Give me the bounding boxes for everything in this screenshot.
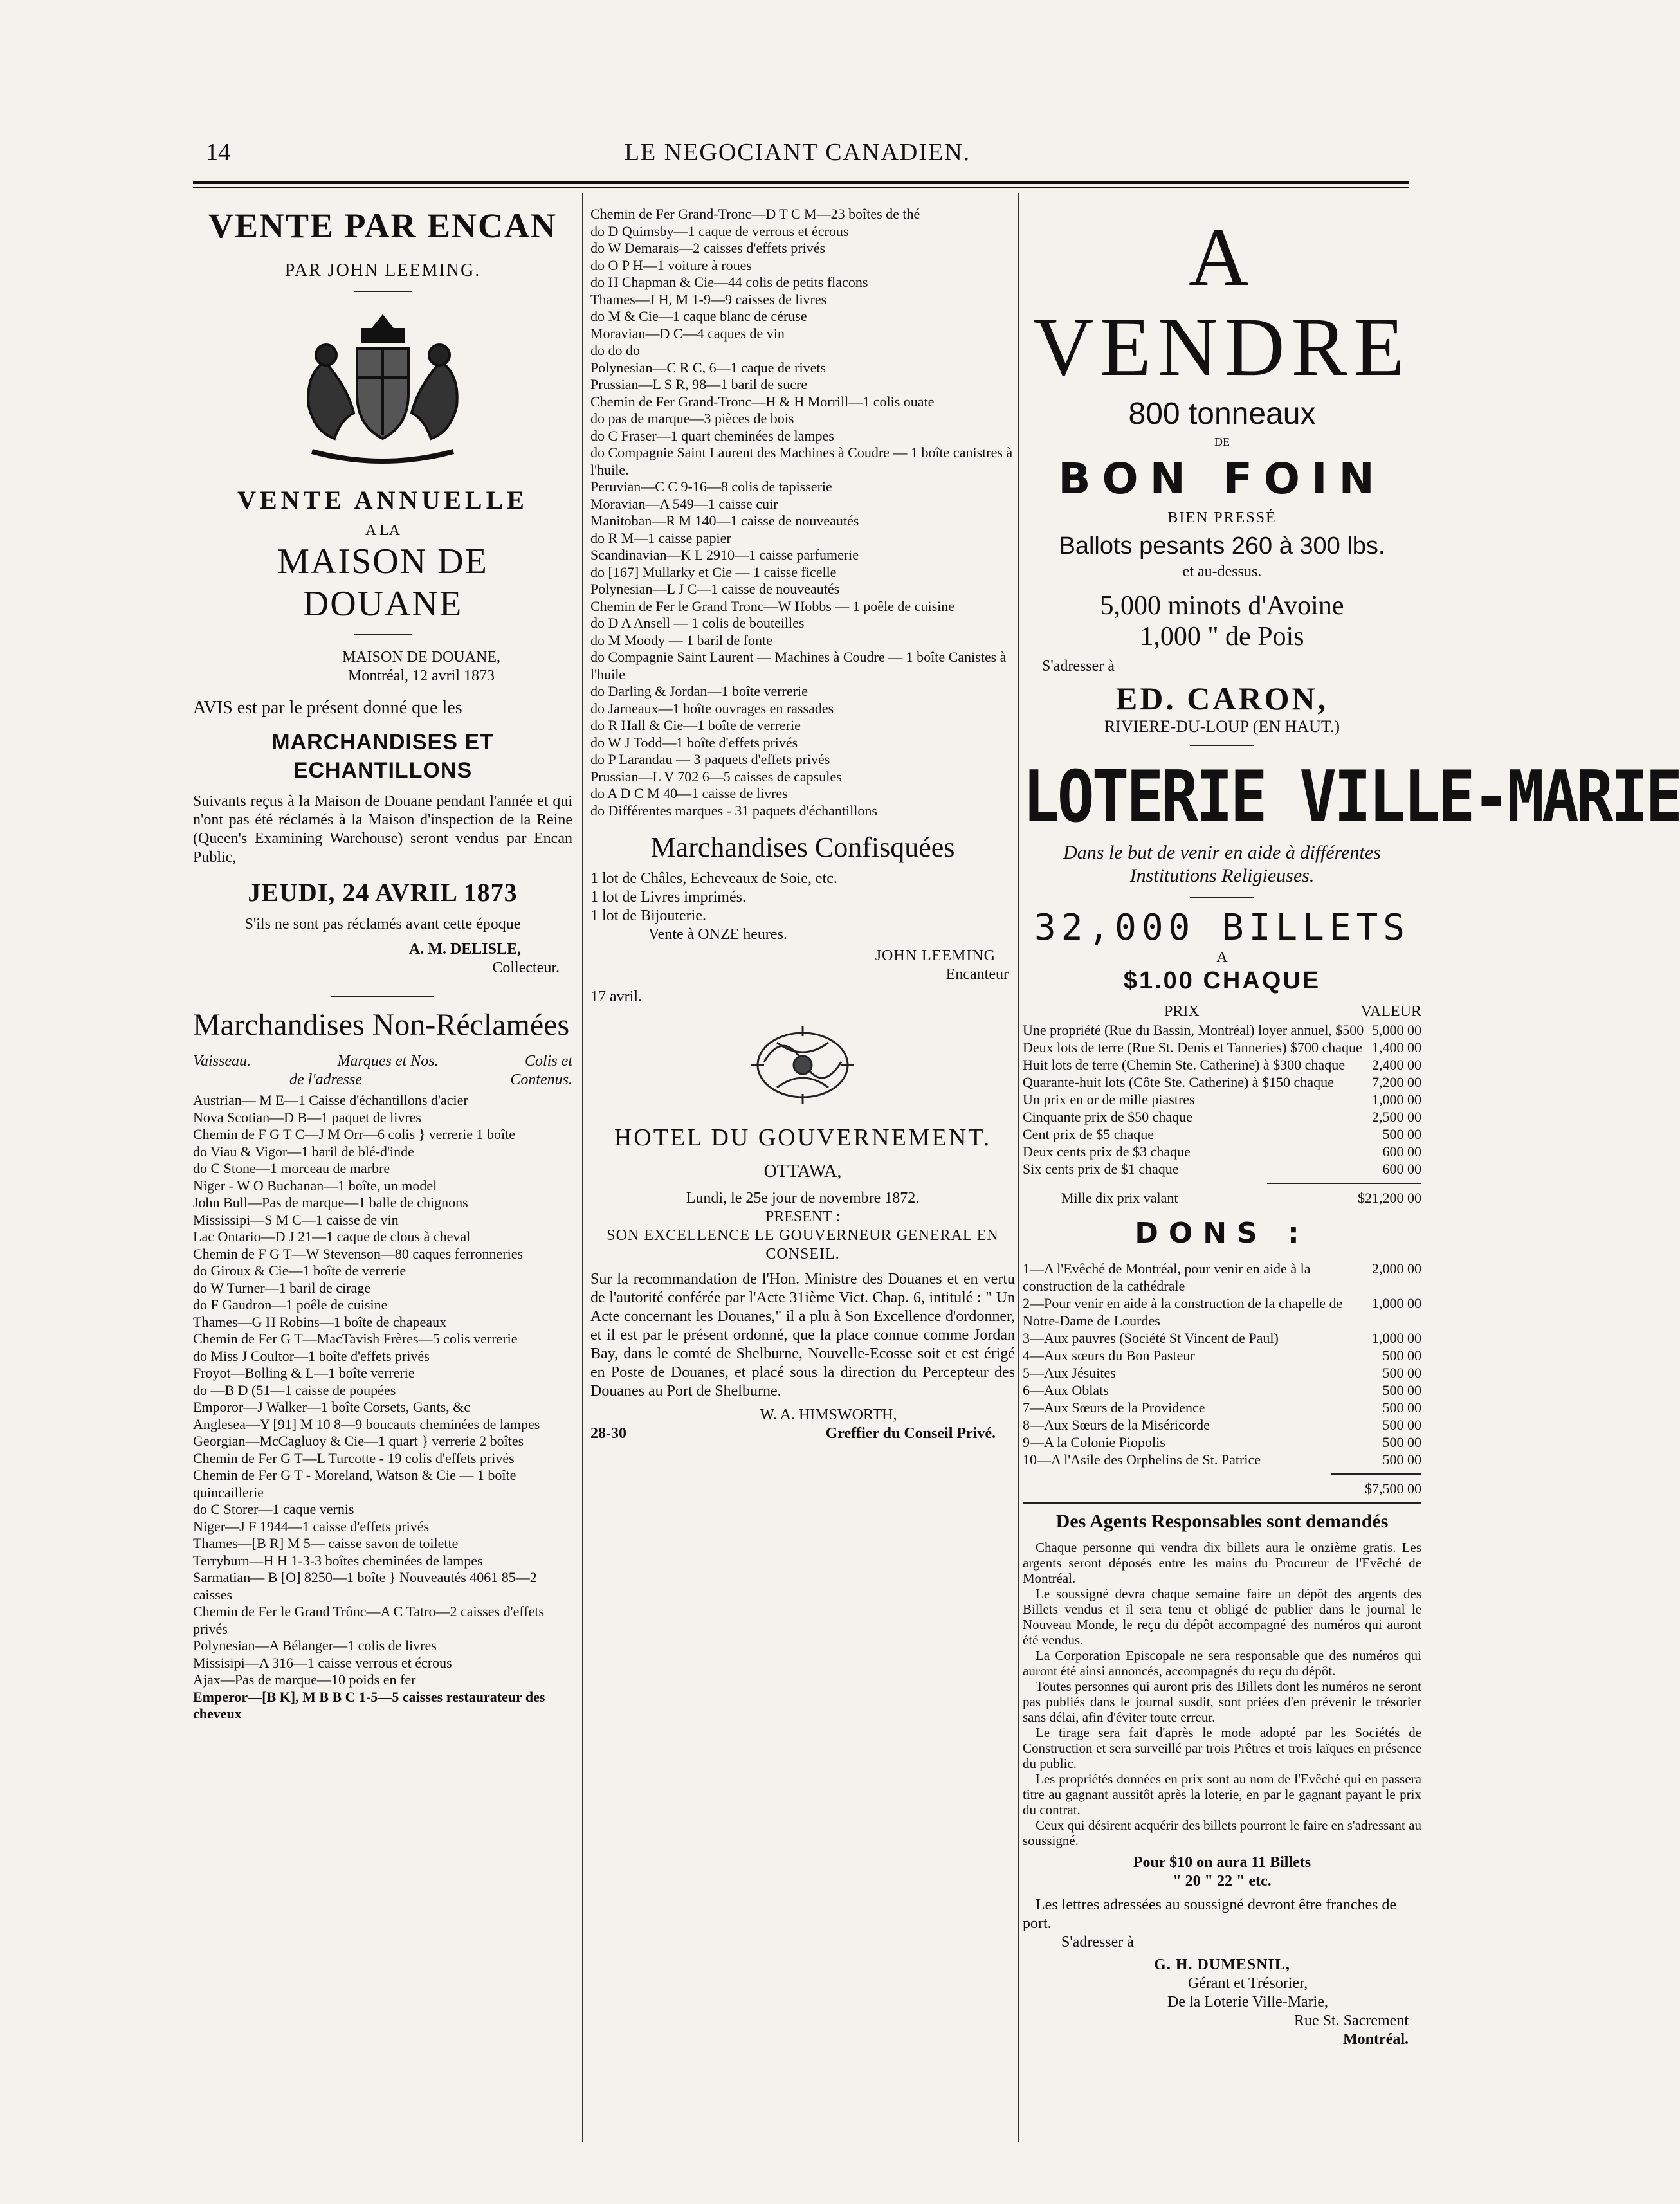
- don-value: 500 00: [1382, 1417, 1421, 1433]
- reference-number: 28-30: [590, 1425, 626, 1442]
- column-auction: [193, 206, 572, 2161]
- prize-row: [1023, 1108, 1421, 1125]
- sadresser-text: S'adresser à: [1042, 658, 1115, 675]
- auction-byline: PAR JOHN LEEMING.: [284, 260, 481, 280]
- column-divider-2: [1018, 193, 1019, 2142]
- list-item: Missisipi—A 316—1 caisse verrous et écrous: [193, 1654, 452, 1671]
- list-item: 1 lot de Livres imprimés.: [590, 889, 746, 906]
- don-label: 8—Aux Sœurs de la Miséricorde: [1023, 1417, 1210, 1433]
- don-row: [1023, 1434, 1421, 1451]
- list-item: Froyot—Bolling & L—1 boîte verrerie: [193, 1365, 415, 1381]
- list-item: do C Fraser—1 quart cheminées de lampes: [590, 427, 834, 444]
- list-item: do Compagnie Saint Laurent des Machines à Coudre — 1 boîte canistres à l'huile.: [590, 444, 1013, 478]
- paragraph: La Corporation Episcopale ne sera responsable que des numéros qui auront été ainsi annoncés, accompagnés du reçu du dépôt.: [1023, 1648, 1421, 1679]
- confisquees-heading: Marchandises Confisquées: [650, 832, 955, 863]
- divider: [354, 291, 412, 292]
- prize-label: Cinquante prix de $50 chaque: [1023, 1109, 1192, 1125]
- don-value: 2,000 00: [1372, 1261, 1421, 1277]
- prize-label: Huit lots de terre (Chemin Ste. Catherine) à $300 chaque: [1023, 1057, 1345, 1073]
- prize-row: [1023, 1160, 1421, 1178]
- dons-total-row: [1023, 1480, 1421, 1497]
- prize-row: [1023, 1056, 1421, 1073]
- prize-value: 2,400 00: [1372, 1057, 1421, 1073]
- divider: [1190, 897, 1254, 898]
- list-item: do D Quimsby—1 caque de verrous et écrous: [590, 223, 849, 239]
- prize-row: [1023, 1039, 1421, 1056]
- monday-date: Lundi, le 25e jour de novembre 1872.: [686, 1190, 920, 1207]
- paragraph: Le tirage sera fait d'après le mode adopté par les Sociétés de Construction et sera surveillé par trois Prêtres et trois laïques en présence du public.: [1023, 1725, 1421, 1771]
- list-item: Chemin de Fer G T—L Turcotte - 19 colis d'effets privés: [193, 1450, 515, 1466]
- list-item: Lac Ontario—D J 21—1 caque de clous à cheval: [193, 1228, 471, 1244]
- list-item: do Jarneaux—1 boîte ouvrages en rassades: [590, 700, 834, 716]
- list-item: 1 lot de Bijouterie.: [590, 907, 706, 924]
- sale-time: Vente à ONZE heures.: [648, 926, 787, 943]
- dumesnil-city: Montréal.: [1343, 2031, 1409, 2048]
- prize-row: [1023, 1125, 1421, 1143]
- header-rule: [193, 181, 1409, 184]
- present-label: PRESENT :: [765, 1208, 841, 1225]
- list-item: do D A Ansell — 1 colis de bouteilles: [590, 615, 805, 631]
- ottawa-text: OTTAWA,: [763, 1161, 842, 1181]
- price-each: $1.00 CHAQUE: [1123, 967, 1321, 994]
- list-item: do M Moody — 1 baril de fonte: [590, 632, 772, 648]
- paragraph: Chaque personne qui vendra dix billets aura le onzième gratis. Les argents seront déposés entre les mains du Procureur de l'Evêché de Montréal.: [1023, 1540, 1421, 1586]
- list-item: Chemin de Fer Grand-Tronc—H & H Morrill—1 colis ouate: [590, 393, 935, 410]
- don-row: [1023, 1295, 1421, 1329]
- list-item: Thames—[B R] M 5— caisse savon de toilette: [193, 1535, 459, 1551]
- ballots-text: Ballots pesants 260 à 300 lbs.: [1059, 533, 1385, 560]
- list-item: Chemin de Fer le Grand Trônc—A C Tatro—2 caisses d'effets privés: [193, 1603, 545, 1637]
- list-item: do Différentes marques - 31 paquets d'échantillons: [590, 802, 877, 819]
- auctioneer-name: JOHN LEEMING: [875, 947, 996, 964]
- list-item: do P Larandau — 3 paquets d'effets privés: [590, 751, 830, 767]
- auction-body: Suivants reçus à la Maison de Douane pendant l'année et qui n'ont pas été réclamés à la Maison d'inspection de la Reine (Queen's Examining Warehouse) seront vendus par Encan Public,: [193, 793, 572, 866]
- sadresser-2: S'adresser à: [1061, 1934, 1134, 1951]
- marchandises-heading: MARCHANDISES ET ECHANTILLONS: [271, 730, 494, 783]
- dateline-place: MAISON DE DOUANE,: [342, 649, 500, 666]
- paragraph: Le soussigné devra chaque semaine faire un dépôt des argents des Billets vendus et il sera tenu et obligé de publier dans le journal le Nouveau Monde, le reçu du dépôt accompagné des numéros qui auront été vendus.: [1023, 1586, 1421, 1648]
- list-item: do C Stone—1 morceau de marbre: [193, 1160, 390, 1176]
- list-item: John Bull—Pas de marque—1 balle de chignons: [193, 1194, 468, 1210]
- prize-value: 600 00: [1382, 1161, 1421, 1177]
- list-item: 1 lot de Châles, Echeveaux de Soie, etc.: [590, 870, 837, 887]
- paragraph: Les propriétés données en prix sont au nom de l'Evêché qui en passera titre au gagnant aussitôt après la loterie, en par le gagnant payant le prix du contrat.: [1023, 1771, 1421, 1817]
- prize-row: [1023, 1073, 1421, 1091]
- don-value: 500 00: [1382, 1399, 1421, 1416]
- don-row: [1023, 1364, 1421, 1381]
- prize-total-label: Mille dix prix valant: [1061, 1190, 1178, 1206]
- reclaim-note: S'ils ne sont pas réclamés avant cette époque: [244, 916, 521, 933]
- prize-total-value: $21,200 00: [1358, 1190, 1421, 1206]
- prize-row: [1023, 1091, 1421, 1108]
- list-item: Mississipi—S M C—1 caisse de vin: [193, 1211, 399, 1228]
- customs-list: [590, 206, 1015, 819]
- masthead-title: LE NEGOCIANT CANADIEN.: [624, 139, 971, 166]
- don-label: 2—Pour venir en aide à la construction de la chapelle de Notre-Dame de Lourdes: [1023, 1295, 1343, 1329]
- dons-heading: DONS :: [1135, 1217, 1310, 1250]
- list-item: Emperor—[B K], M B B C 1-5—5 caisses restaurateur des cheveux: [193, 1688, 545, 1722]
- list-item: Anglesea—Y [91] M 10 8—9 boucauts cheminées de lampes: [193, 1416, 540, 1432]
- list-item: do W Turner—1 baril de cirage: [193, 1279, 370, 1296]
- prize-label: Deux lots de terre (Rue St. Denis et Tanneries) $700 chaque: [1023, 1039, 1362, 1055]
- list-item: do O P H—1 voiture à roues: [590, 257, 752, 273]
- list-item: do H Chapman & Cie—44 colis de petits flacons: [590, 274, 868, 290]
- auction-heading: VENTE PAR ENCAN: [208, 206, 558, 245]
- order-body: Sur la recommandation de l'Hon. Ministre des Douanes et en vertu de l'autorité conférée par l'Acte 31ième Vict. Chap. 6, intitulé : " Un Acte concernant les Douanes," il a plu à Son Excellence d'ordonner, et il est par le présent ordonné, que la place connue comme Jordan Bay, dans le comté de Shelburne, Nouvelle-Ecosse soit et est érigé en Poste de Douanes, et placé sous la direction du Percepteur des Douanes au Port de Shelburne.: [590, 1271, 1015, 1399]
- prize-total-row: [1023, 1189, 1421, 1207]
- himsworth-title: Greffier du Conseil Privé.: [825, 1425, 996, 1442]
- don-row: [1023, 1451, 1421, 1468]
- presse-text: BIEN PRESSÉ: [1167, 509, 1277, 526]
- divider: [1190, 745, 1254, 746]
- notice-date: 17 avril.: [590, 988, 642, 1005]
- list-item: do —B D (51—1 caisse de poupées: [193, 1381, 396, 1398]
- don-row: [1023, 1347, 1421, 1364]
- list-item: do W Demarais—2 caisses d'effets privés: [590, 240, 826, 256]
- prize-value: 1,400 00: [1372, 1039, 1421, 1055]
- sum-rule: [1267, 1183, 1421, 1184]
- prize-value: 7,200 00: [1372, 1074, 1421, 1090]
- audessus-text: et au-dessus.: [1182, 563, 1262, 580]
- list-item: do Giroux & Cie—1 boîte de verrerie: [193, 1262, 406, 1279]
- list-item: Chemin de Fer G T - Moreland, Watson & Cie — 1 boîte quincaillerie: [193, 1467, 516, 1500]
- list-item: do Darling & Jordan—1 boîte verrerie: [590, 683, 808, 699]
- header-rule-thin: [193, 187, 1409, 188]
- don-label: 4—Aux sœurs du Bon Pasteur: [1023, 1347, 1195, 1363]
- tonneaux-text: 800 tonneaux: [1128, 397, 1316, 431]
- don-value: 1,000 00: [1372, 1330, 1421, 1346]
- prize-value: 500 00: [1382, 1126, 1421, 1142]
- list-item: Chemin de Fer Grand-Tronc—D T C M—23 boîtes de thé: [590, 206, 920, 222]
- divider: [354, 634, 412, 635]
- list-item: do do do: [590, 342, 640, 358]
- dateline-date: Montréal, 12 avril 1873: [348, 668, 495, 684]
- collector-name: A. M. DELISLE,: [408, 941, 521, 958]
- auctioneer-title: Encanteur: [945, 966, 1009, 983]
- don-row: [1023, 1260, 1421, 1295]
- list-item: Polynesian—A Bélanger—1 colis de livres: [193, 1637, 437, 1653]
- list-item: Prussian—L S R, 98—1 baril de sucre: [590, 376, 808, 392]
- pois-text: 1,000 " de Pois: [1140, 622, 1304, 651]
- bulk-offer-2: " 20 " 22 " etc.: [1173, 1873, 1272, 1890]
- prize-value: 5,000 00: [1372, 1022, 1421, 1038]
- header-vaisseau: Vaisseau.: [193, 1053, 251, 1070]
- don-value: 500 00: [1382, 1347, 1421, 1363]
- avoine-text: 5,000 minots d'Avoine: [1100, 591, 1344, 621]
- header-marques: Marques et Nos.: [337, 1053, 439, 1070]
- hotel-heading: HOTEL DU GOUVERNEMENT.: [614, 1124, 992, 1151]
- dumesnil-street: Rue St. Sacrement: [1294, 2012, 1409, 2029]
- list-item: Peruvian—C C 9-16—8 colis de tapisserie: [590, 478, 832, 495]
- list-item: Manitoban—R M 140—1 caisse de nouveautés: [590, 513, 859, 529]
- paragraph: Ceux qui désirent acquérir des billets pourront le faire en s'adressant au soussigné.: [1023, 1817, 1421, 1848]
- list-item: do Miss J Coultor—1 boîte d'effets privés: [193, 1347, 430, 1364]
- list-item: Chemin de Fer G T—MacTavish Frères—5 colis verrerie: [193, 1331, 518, 1347]
- don-value: 500 00: [1382, 1434, 1421, 1450]
- himsworth-name: W. A. HIMSWORTH,: [760, 1407, 897, 1423]
- maison-heading: MAISON DE DOUANE: [277, 542, 488, 624]
- divider: [1023, 1502, 1421, 1504]
- list-item: do F Gaudron—1 poêle de cuisine: [193, 1297, 388, 1313]
- sum-rule: [1331, 1473, 1421, 1475]
- don-label: 6—Aux Oblats: [1023, 1382, 1109, 1398]
- table-header-2: [193, 1071, 572, 1089]
- don-row: [1023, 1329, 1421, 1347]
- list-item: do M & Cie—1 caque blanc de céruse: [590, 308, 807, 324]
- prix-label: PRIX: [1164, 1003, 1200, 1020]
- prize-value: 1,000 00: [1372, 1091, 1421, 1107]
- a-text: A: [1216, 949, 1228, 966]
- list-item: do Compagnie Saint Laurent — Machines à Coudre — 1 boîte Canistes à l'huile: [590, 649, 1007, 682]
- list-item: do pas de marque—3 pièces de bois: [590, 410, 794, 426]
- header-contenus: Contenus.: [510, 1071, 572, 1088]
- non-reclamees-heading: Marchandises Non-Réclamées: [193, 1008, 570, 1042]
- prize-row: [1023, 1021, 1421, 1039]
- list-item: Terryburn—H H 1-3-3 boîtes cheminées de lampes: [193, 1552, 483, 1569]
- list-item: Emporor—J Walker—1 boîte Corsets, Gants, &c: [193, 1399, 471, 1415]
- column-customs: [590, 206, 1015, 2161]
- bulk-offer-1: Pour $10 on aura 11 Billets: [1133, 1854, 1311, 1871]
- don-label: 9—A la Colonie Piopolis: [1023, 1434, 1165, 1450]
- column-divider-1: [582, 193, 583, 2142]
- don-label: 3—Aux pauvres (Société St Vincent de Paul): [1023, 1330, 1279, 1346]
- prize-label: Une propriété (Rue du Bassin, Montréal) loyer annuel, $500: [1023, 1022, 1364, 1038]
- list-item: do R M—1 caisse papier: [590, 529, 731, 546]
- unclaimed-list: [193, 1092, 572, 1723]
- prize-label: Deux cents prix de $3 chaque: [1023, 1143, 1191, 1160]
- caron-name: ED. CARON,: [1115, 680, 1329, 716]
- list-item: do A D C M 40—1 caisse de livres: [590, 785, 788, 801]
- list-item: Georgian—McCagluoy & Cie—1 quart } verrerie 2 boîtes: [193, 1433, 524, 1449]
- list-item: Polynesian—C R C, 6—1 caque de rivets: [590, 359, 826, 376]
- dumesnil-name: G. H. DUMESNIL,: [1154, 1956, 1290, 1973]
- table-header: [193, 1052, 572, 1071]
- riviere-text: RIVIERE-DU-LOUP (EN HAUT.): [1104, 717, 1340, 736]
- page-header: [193, 138, 1402, 170]
- column-ads: [1023, 206, 1680, 2161]
- header-colis: Colis et: [524, 1053, 572, 1070]
- list-item: Ajax—Pas de marque—10 poids en fer: [193, 1671, 416, 1688]
- list-item: do Viau & Vigor—1 baril de blé-d'inde: [193, 1143, 414, 1160]
- list-item: Sarmatian— B [O] 8250—1 boîte } Nouveautés 4061 85—2 caisses: [193, 1569, 537, 1603]
- valeur-label: VALEUR: [1360, 1003, 1421, 1020]
- dumesnil-role: Gérant et Trésorier,: [1187, 1975, 1308, 1992]
- dumesnil-org: De la Loterie Ville-Marie,: [1167, 1994, 1328, 2010]
- list-item: Niger - W O Buchanan—1 boîte, un model: [193, 1177, 437, 1194]
- list-item: do W J Todd—1 boîte d'effets privés: [590, 734, 798, 751]
- don-label: 1—A l'Evêché de Montréal, pour venir en aide à la construction de la cathédrale: [1023, 1261, 1311, 1294]
- paragraph: Toutes personnes qui auront pris des Billets dont les numéros ne seront pas publiés dans le journal susdit, sont priées d'en prévenir le trésorier sans délai, afin d'éviter toute erreur.: [1023, 1679, 1421, 1725]
- don-row: [1023, 1416, 1421, 1434]
- avis-text: AVIS est par le présent donné que les: [193, 698, 462, 718]
- a-vendre-heading: A VENDRE: [1033, 211, 1411, 394]
- lottery-purpose: Dans le but de venir en aide à différentes Institutions Religieuses.: [1063, 842, 1381, 886]
- loterie-heading: LOTERIE VILLE-MARIE: [1023, 755, 1680, 839]
- list-item: Thames—J H, M 1-9—9 caisses de livres: [590, 291, 827, 307]
- list-item: Nova Scotian—D B—1 paquet de livres: [193, 1109, 421, 1125]
- list-item: Austrian— M E—1 Caisse d'échantillons d'acier: [193, 1092, 468, 1108]
- list-item: do C Storer—1 caque vernis: [193, 1501, 354, 1517]
- prize-row: [1023, 1143, 1421, 1160]
- divider: [331, 996, 434, 997]
- don-label: 5—Aux Jésuites: [1023, 1365, 1116, 1381]
- vente-annuelle-heading: VENTE ANNUELLE: [237, 486, 528, 515]
- don-value: 1,000 00: [1372, 1295, 1421, 1311]
- don-row: [1023, 1399, 1421, 1416]
- agents-body: [1023, 1540, 1421, 1848]
- don-label: 10—A l'Asile des Orphelins de St. Patrice: [1023, 1452, 1261, 1468]
- billets-heading: 32,000 BILLETS: [1034, 907, 1410, 949]
- signature-row: [590, 1425, 1015, 1443]
- prize-value: 2,500 00: [1372, 1109, 1421, 1125]
- don-label: 7—Aux Sœurs de la Providence: [1023, 1399, 1205, 1416]
- bon-foin-heading: BON FOIN: [1058, 454, 1386, 504]
- prize-label: Un prix en or de mille piastres: [1023, 1091, 1195, 1107]
- list-item: Prussian—L V 702 6—5 caisses de capsules: [590, 768, 842, 785]
- don-value: 500 00: [1382, 1365, 1421, 1381]
- de-text: DE: [1214, 435, 1230, 448]
- collector-title: Collecteur.: [492, 960, 560, 976]
- prize-label: Six cents prix de $1 chaque: [1023, 1161, 1179, 1177]
- header-adresse: de l'adresse: [289, 1071, 362, 1088]
- prize-list: [1023, 1021, 1421, 1178]
- list-item: Moravian—A 549—1 caisse cuir: [590, 495, 778, 512]
- list-item: Chemin de F G T C—J M Orr—6 colis } verrerie 1 boîte: [193, 1126, 516, 1142]
- list-item: Chemin de Fer le Grand Tronc—W Hobbs — 1 poêle de cuisine: [590, 597, 955, 614]
- list-item: do R Hall & Cie—1 boîte de verrerie: [590, 717, 801, 733]
- confiscated-list: [590, 870, 1015, 925]
- dons-list: [1023, 1260, 1421, 1468]
- prize-label: Quarante-huit lots (Côte Ste. Catherine) à $150 chaque: [1023, 1074, 1334, 1090]
- prize-value: 600 00: [1382, 1143, 1421, 1160]
- royal-coat-of-arms-icon: [286, 304, 479, 477]
- prize-header: [1023, 1003, 1421, 1021]
- list-item: Thames—G H Robins—1 boîte de chapeaux: [193, 1313, 447, 1330]
- page-number: 14: [206, 139, 230, 166]
- don-row: [1023, 1381, 1421, 1399]
- list-item: Polynesian—L J C—1 caisse de nouveautés: [590, 581, 840, 597]
- excellence-text: SON EXCELLENCE LE GOUVERNEUR GENERAL EN CONSEIL.: [607, 1227, 999, 1262]
- letters-note: Les lettres adressées au soussigné devront être franches de port.: [1023, 1897, 1397, 1932]
- a-la-text: A LA: [365, 522, 400, 539]
- dons-total-value: $7,500 00: [1365, 1480, 1421, 1497]
- list-item: Moravian—D C—4 caques de vin: [590, 325, 785, 342]
- auction-date: JEUDI, 24 AVRIL 1873: [248, 878, 518, 907]
- list-item: do [167] Mullarky et Cie — 1 caisse ficelle: [590, 563, 837, 580]
- list-item: Scandinavian—K L 2910—1 caisse parfumerie: [590, 547, 859, 563]
- don-value: 500 00: [1382, 1382, 1421, 1398]
- list-item: Niger—J F 1944—1 caisse d'effets privés: [193, 1518, 430, 1535]
- don-value: 500 00: [1382, 1452, 1421, 1468]
- decorative-ornament-icon: [738, 1017, 867, 1113]
- prize-label: Cent prix de $5 chaque: [1023, 1126, 1155, 1142]
- list-item: Chemin de F G T—W Stevenson—80 caques ferronneries: [193, 1245, 524, 1262]
- agents-heading: Des Agents Responsables sont demandés: [1055, 1511, 1389, 1532]
